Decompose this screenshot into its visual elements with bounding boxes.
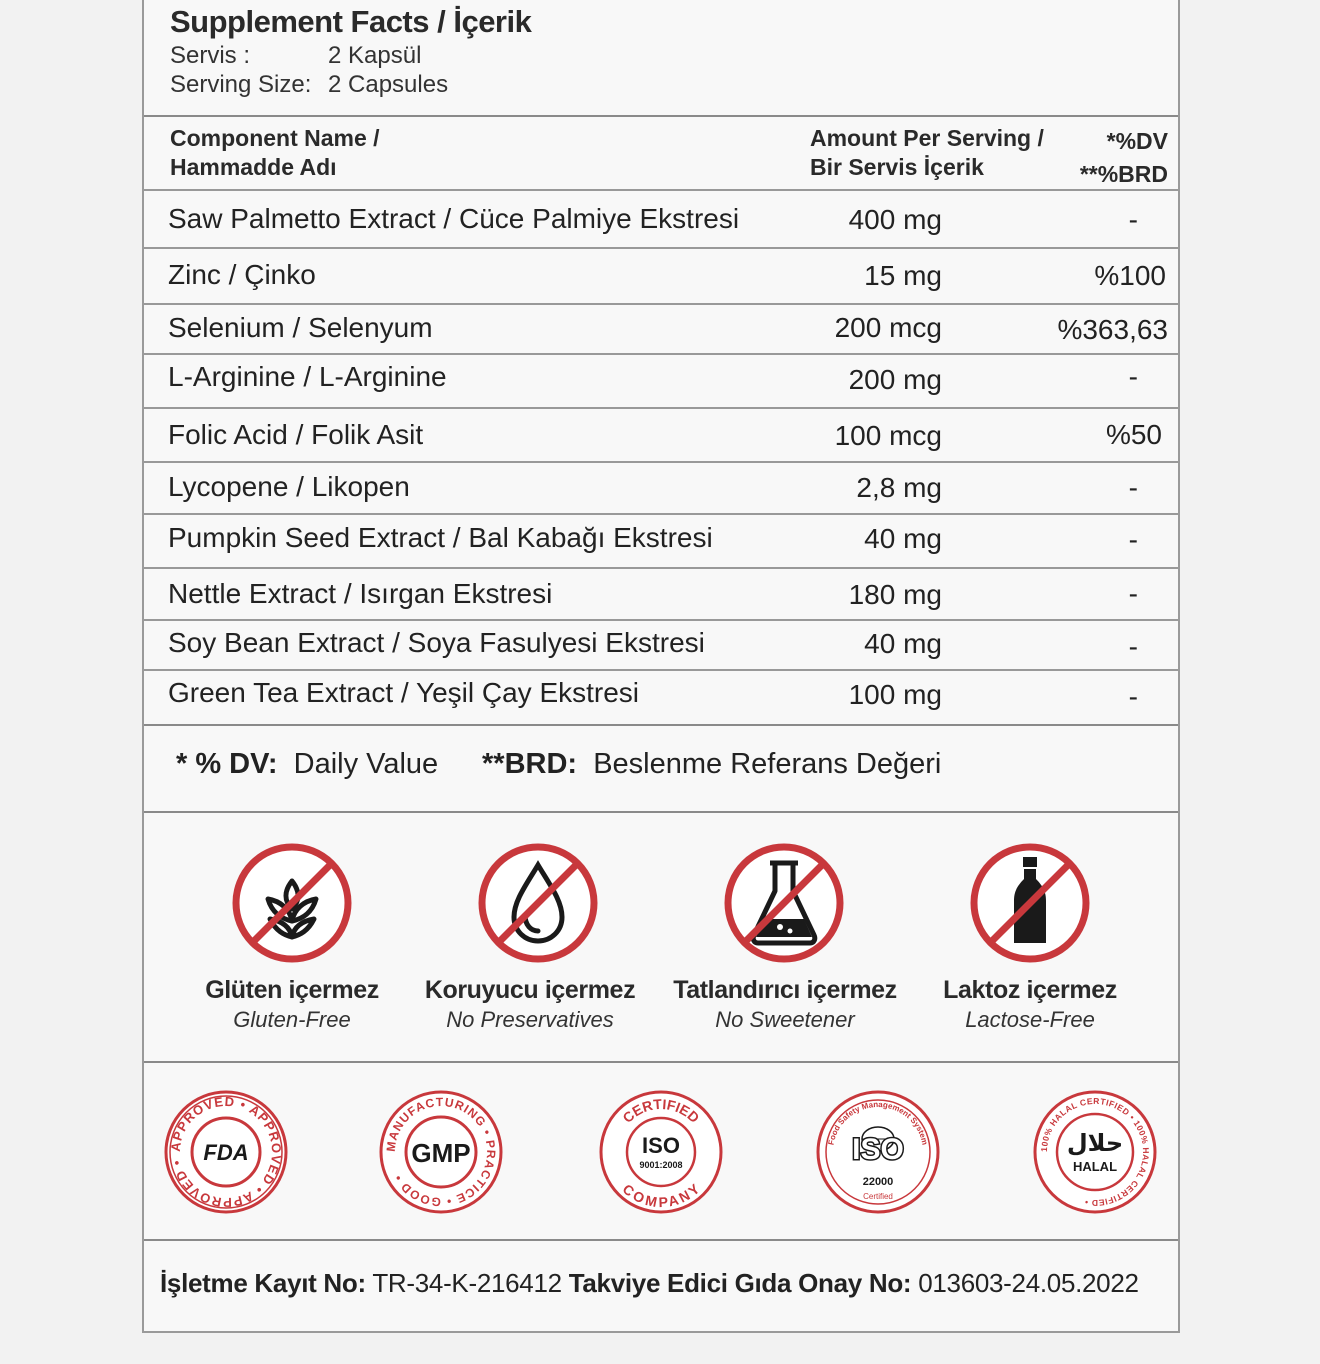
halal-certified-seal-icon <box>1032 1089 1158 1215</box>
svg-text:HALAL: HALAL <box>1072 1159 1118 1174</box>
legend-divider <box>144 811 1178 813</box>
svg-text:حلال: حلال <box>1066 1129 1124 1157</box>
table-row: Saw Palmetto Extract / Cüce Palmiye Ekstresi 400 mg - <box>144 189 1178 249</box>
table-row: L-Arginine / L-Arginine 200 mg - <box>144 353 1178 409</box>
no-sweetener-label: Tatlandırıcı içermez No Sweetener <box>673 976 897 1032</box>
page-title: Supplement Facts / İçerik <box>170 4 532 39</box>
table-row: Pumpkin Seed Extract / Bal Kabağı Ekstresi 40 mg - <box>144 513 1178 569</box>
lactose-free-label: Laktoz içermez Lactose-Free <box>943 976 1117 1032</box>
serving-size-line: Serving Size: 2 Capsules <box>170 71 449 98</box>
no-preservatives-label: Koruyucu içermez No Preservatives <box>424 976 636 1032</box>
iso-9001-seal-icon <box>598 1089 724 1215</box>
brd-legend: **BRD: Beslenme Referans Değeri <box>482 748 942 780</box>
iso-22000-seal-icon <box>815 1089 941 1215</box>
bottle-crossed-icon <box>970 843 1090 963</box>
table-row: Nettle Extract / Isırgan Ekstresi 180 mg - <box>144 567 1178 621</box>
table-row: Zinc / Çinko 15 mg %100 <box>144 247 1178 305</box>
flask-crossed-icon <box>724 843 844 963</box>
fda-approved-seal-icon <box>163 1089 289 1215</box>
svg-text:9001:2008: 9001:2008 <box>639 1160 683 1170</box>
svg-text:100% HALAL CERTIFIED • 100% HA: 100% HALAL CERTIFIED • 100% HALAL CERTIFIED • <box>1038 1095 1152 1209</box>
drop-crossed-icon <box>478 843 598 963</box>
gmp-seal-icon <box>378 1089 504 1215</box>
svg-text:GMP: GMP <box>411 1138 471 1168</box>
table-row: Selenium / Selenyum 200 mcg %363,63 <box>144 303 1178 355</box>
svg-text:COMPANY: COMPANY <box>619 1180 703 1211</box>
seals-divider <box>144 1239 1178 1241</box>
table-bottom-divider <box>144 724 1178 726</box>
wheat-crossed-icon <box>232 843 352 963</box>
svg-text:Food Safety Management System: Food Safety Management System <box>826 1099 930 1146</box>
svg-text:APPROVED • APPROVED • APPROVED: APPROVED • APPROVED • APPROVED • <box>167 1093 285 1211</box>
table-row: Folic Acid / Folik Asit 100 mcg %50 <box>144 407 1178 463</box>
registration-footer: İşletme Kayıt No: TR-34-K-216412 Takviye Edici Gıda Onay No: 013603-24.05.2022 <box>160 1268 1139 1298</box>
svg-text:Certified: Certified <box>863 1192 893 1201</box>
column-header-name: Component Name / Hammadde Adı <box>170 125 380 180</box>
gluten-free-label: Glüten içermez Gluten-Free <box>205 976 379 1032</box>
svg-text:ISO: ISO <box>852 1133 904 1166</box>
svg-text:ISO: ISO <box>642 1133 680 1158</box>
supplement-facts-panel <box>142 0 1180 1333</box>
column-header-amount: Amount Per Serving / Bir Servis İçerik <box>810 125 1044 180</box>
dv-legend: * % DV: Daily Value <box>176 748 439 780</box>
table-row: Green Tea Extract / Yeşil Çay Ekstresi 100 mg - <box>144 669 1178 725</box>
header-divider <box>144 115 1178 117</box>
facts-header <box>170 4 531 100</box>
svg-text:MANUFACTURING • PRACTICE • GOO: MANUFACTURING • PRACTICE • GOOD • <box>383 1094 499 1210</box>
icons-divider <box>144 1061 1178 1063</box>
servis-line: Servis : 2 Kapsül <box>170 42 422 69</box>
table-row: Lycopene / Likopen 2,8 mg - <box>144 461 1178 515</box>
svg-text:22000: 22000 <box>862 1176 894 1188</box>
svg-text:CERTIFIED: CERTIFIED <box>619 1095 703 1126</box>
svg-text:FDA: FDA <box>203 1140 249 1165</box>
table-row: Soy Bean Extract / Soya Fasulyesi Ekstresi 40 mg - <box>144 619 1178 671</box>
column-header-dv: *%DV **%BRD <box>1079 128 1168 187</box>
